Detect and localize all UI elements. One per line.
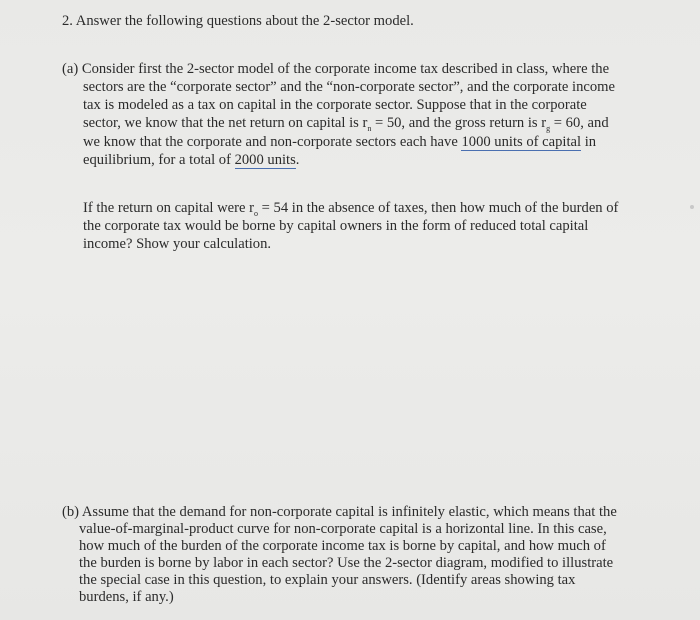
part-a-line-4: sector, we know that the net return on capital is $r_n = 50$, and the gross return is $r_g = 60$, and (83, 115, 609, 133)
part-a-line-5: we know that the corporate and non-corporate sectors each have 1000 units of capital in (83, 134, 597, 150)
underlined-total-units: 2000 units (234, 152, 296, 168)
part-a-line-3: tax is modeled as a tax on capital in the corporate sector. Suppose that in the corporate (83, 97, 587, 113)
part-a-line-1: (a) Consider first the 2-sector model of the corporate income tax described in class, where the (62, 61, 610, 77)
question-header (62, 12, 414, 30)
question-header-text: 2. Answer the following questions about the 2-sector model. (62, 13, 414, 29)
part-a-line-2: sectors are the “corporate sector” and the “non-corporate sector”, and the corporate income (83, 79, 615, 95)
part-b-line-5: the special case in this question, to explain your answers. (Identify areas showing tax (79, 572, 576, 588)
part-a-question-line-2: the corporate tax would be borne by capital owners in the form of reduced total capital (83, 218, 589, 234)
part-a-question-line-1: If the return on capital were $r_o = 54$ in the absence of taxes, then how much of the burden of (83, 200, 619, 218)
underlined-capital-units: 1000 units of capital (461, 134, 582, 150)
subscript-n: n (367, 124, 372, 133)
edge-mark (690, 205, 694, 209)
part-b-line-2: value-of-marginal-product curve for non-corporate capital is a horizontal line. In this case, (79, 521, 607, 537)
subscript-g: g (546, 124, 551, 133)
part-a-question-line-3: income? Show your calculation. (83, 236, 272, 252)
part-b-line-4: the burden is borne by labor in each sector? Use the 2-sector diagram, modified to illustrate (79, 555, 614, 571)
part-b-line-3: how much of the burden of the corporate income tax is borne by capital, and how much of (79, 538, 606, 554)
part-a-line-6: equilibrium, for a total of 2000 units. (83, 152, 300, 168)
part-b-line-6: burdens, if any.) (79, 589, 174, 605)
part-b-line-1: (b) Assume that the demand for non-corporate capital is infinitely elastic, which means that the (62, 504, 617, 520)
subscript-o: o (254, 209, 258, 218)
